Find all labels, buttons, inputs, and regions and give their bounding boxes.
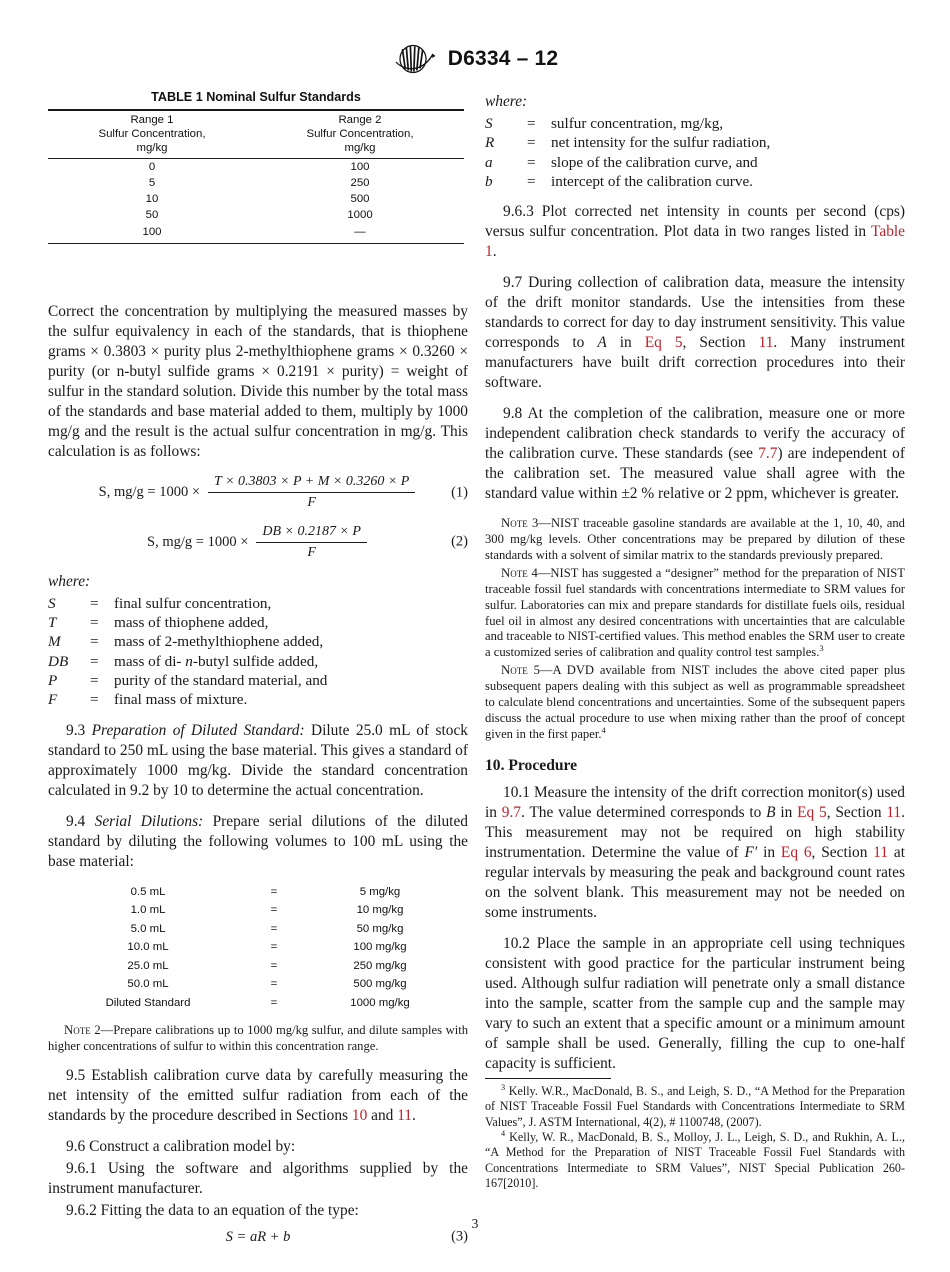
table-1 <box>48 109 464 244</box>
cell-range1: 0 <box>48 158 256 175</box>
definition-text: final sulfur concentration, <box>114 594 272 612</box>
note-3-number: 3— <box>532 516 551 531</box>
definition-equals: = <box>90 594 99 612</box>
definition-symbol: R <box>485 134 495 152</box>
dilution-row <box>48 938 468 956</box>
section-9-6-3-text-b: . <box>492 243 497 261</box>
col2-concentration-label: Sulfur Concentration, <box>306 127 414 140</box>
left-where-label: where: <box>48 572 91 590</box>
definition-text: intercept of the calibration curve. <box>551 172 753 190</box>
section-9-3-number: 9.3 <box>66 721 86 739</box>
dilution-concentration: 500 mg/kg <box>353 978 407 991</box>
section-10-1-text-e: . This measurement may not be required on high stability instrumentation. Determine the value of <box>485 803 905 861</box>
dilution-concentration: 250 mg/kg <box>353 959 407 972</box>
section-9-5 <box>48 1066 468 1126</box>
dilution-row <box>48 975 468 993</box>
definition-equals: = <box>90 614 99 632</box>
equation-1-numerator: T × 0.3803 × P + M × 0.3260 × P <box>208 473 415 493</box>
dilution-volume: 25.0 mL <box>127 959 169 972</box>
cell-range1: 50 <box>145 209 159 222</box>
note-4-text: NIST has suggested a “designer” method for the preparation of NIST traceable fossil fuel standards with concentrations intermediate to SRM values for sulfur. Laboratories can mix and prepare standards for distillate fuels oils, residual fuel oil in almost any desired concentrations with uncertainties that are calculable and traceable to NIST-certified values. This method enables the SRM user to create a customized series of calibration and quality control test samples. <box>485 566 906 660</box>
definition-symbol: a <box>485 153 493 171</box>
footnote-4-marker: 4 <box>501 1129 506 1138</box>
equation-2-denominator: F <box>307 544 316 560</box>
definition-equals: = <box>527 153 536 171</box>
equation-1-fraction <box>208 473 415 512</box>
section-9-7-text-b: in <box>606 334 645 352</box>
section-10-2-number: 10.2 <box>503 934 530 952</box>
section-9-6-1-number: 9.6.1 <box>66 1159 97 1177</box>
dilution-equals: = <box>270 978 278 991</box>
definition-equals: = <box>90 691 99 709</box>
note-3-text: NIST traceable gasoline standards are available at the 1, 10, 40, and 300 mg/kg levels. Other concentrations may be prepared by dilution of these standards with a solvent of similar matrix to the standards previously prepared. <box>485 516 905 563</box>
section-9-5-number: 9.5 <box>66 1066 86 1084</box>
section-10-2 <box>485 934 905 1074</box>
footnote-separator-rule <box>485 1078 611 1079</box>
equation-3-number: (3) <box>451 1228 468 1245</box>
table-row <box>48 191 464 207</box>
definition-row <box>485 172 905 191</box>
equation-2-lhs: S, mg/g = 1000 × <box>147 533 249 550</box>
definition-symbol: S <box>485 115 493 133</box>
note-2 <box>48 1022 468 1055</box>
section-10-1-variable-f-prime: F′ <box>744 843 758 861</box>
right-definition-list <box>485 114 905 191</box>
table-1-container <box>48 90 464 244</box>
section-9-4-title: Serial Dilutions: <box>94 812 204 830</box>
xref-eq-5[interactable]: Eq 5 <box>797 803 827 821</box>
dilution-row <box>48 994 468 1012</box>
equation-1-denominator: F <box>307 495 316 511</box>
table-1-title: TABLE 1 Nominal Sulfur Standards <box>151 90 361 104</box>
section-10-1-text-g: , Section <box>811 843 874 861</box>
cell-range1: 100 <box>142 225 162 238</box>
serial-dilution-list <box>48 883 468 1012</box>
right-where-label: where: <box>485 93 528 110</box>
xref-table-1[interactable]: Table 1 <box>485 223 905 261</box>
section-10-heading: 10. Procedure <box>485 757 578 775</box>
section-9-6 <box>48 1137 468 1157</box>
equation-2-fraction <box>256 523 367 562</box>
dilution-row <box>48 920 468 938</box>
footnote-3-marker: 3 <box>501 1082 506 1092</box>
section-9-7-text-d: . Many instrument manufacturers have built drift correction procedures into their software. <box>485 334 905 392</box>
definition-row <box>485 153 905 172</box>
note-2-block <box>48 1022 468 1055</box>
definition-symbol: F <box>48 691 58 709</box>
section-10-1-number: 10.1 <box>503 783 530 801</box>
section-10-1-text-d: , Section <box>826 803 887 821</box>
note-2-number: 2— <box>94 1023 114 1038</box>
definition-row <box>48 690 468 709</box>
note-5-footnote-marker: 4 <box>601 724 606 735</box>
section-9-6-3-number: 9.6.3 <box>503 203 534 221</box>
dilution-row <box>48 883 468 901</box>
xref-section-11[interactable]: 11 <box>873 843 889 861</box>
dilution-concentration: 50 mg/kg <box>356 922 404 935</box>
note-4 <box>485 565 905 661</box>
dilution-volume: 50.0 mL <box>127 978 169 991</box>
section-9-7-text-a: During collection of calibration data, measure the intensity of the drift monitor standards. Use the intensities from these standards to correct for day to day instrument sensitivity. This value corresponds to <box>485 274 905 352</box>
definition-row <box>48 652 468 671</box>
notes-3-4-5-block <box>485 515 905 742</box>
cell-range2: 100 <box>256 158 464 175</box>
definition-text: purity of the standard material, and <box>114 672 328 690</box>
note-5 <box>485 662 905 742</box>
section-10-1 <box>485 783 905 923</box>
note-4-footnote-marker: 3 <box>819 643 824 654</box>
definition-row <box>48 613 468 632</box>
definition-text: mass of di- n-butyl sulfide added, <box>114 652 319 670</box>
equation-3-body: S = aR + b <box>225 1228 291 1245</box>
section-9-6-1 <box>48 1159 468 1199</box>
definition-equals: = <box>527 115 536 133</box>
correct-concentration-paragraph: Correct the concentration by multiplying the measured masses by the sulfur equivalency in each of the standards, that is thiophene grams × 0.3803 × purity plus 2-methylthiophene grams × 0.3260 × purity (or n-butyl sulfide grams × 0.2191 × purity) = weight of sulfur in the standard solution. Divide this number by the total mass of the standards and base material added to them, multiply by 1000 mg/g and the result is the actual sulfur concentration in mg/g. This calculation is as follows: <box>48 303 468 461</box>
section-9-6-body: Construct a calibration model by: <box>89 1137 296 1155</box>
definition-text: mass of 2-methylthiophene added, <box>114 633 324 651</box>
xref-section-9-7[interactable]: 9.7 <box>501 803 522 821</box>
spacer-cell <box>48 240 256 244</box>
equation-1 <box>48 473 468 512</box>
left-column <box>48 302 468 1257</box>
dilution-equals: = <box>270 885 278 898</box>
dilution-concentration: 10 mg/kg <box>356 904 404 917</box>
table-row <box>48 207 464 223</box>
note-4-number: 4— <box>531 566 551 580</box>
section-10-1-variable-b: B <box>766 803 776 821</box>
section-9-6-number: 9.6 <box>66 1137 86 1155</box>
dilution-concentration: 1000 mg/kg <box>350 996 410 1009</box>
footnote-4 <box>485 1130 905 1191</box>
document-designation: D6334 – 12 <box>447 47 559 70</box>
col2-units-label: mg/kg <box>344 141 376 154</box>
col1-concentration-label: Sulfur Concentration, <box>98 127 206 140</box>
xref-eq-6[interactable]: Eq 6 <box>780 843 812 861</box>
section-10-1-text-h: at regular intervals by measuring the peak and background count rates on the solvent blank. This measurement may not be needed on some instruments. <box>485 843 905 921</box>
equation-1-lhs: S, mg/g = 1000 × <box>98 484 201 501</box>
xref-section-10[interactable]: 10 <box>351 1106 368 1124</box>
section-9-4-body: Prepare serial dilutions of the diluted standard by diluting the following volumes to 100 mL using the base material: <box>48 812 468 870</box>
definition-equals: = <box>527 172 536 190</box>
note-5-text: A DVD available from NIST includes the above cited paper plus subsequent papers dealing with this subject as well as programmable spreadsheet to calculate blend concentrations and uncertainties. Some of the subsequent papers discuss the actual procedure to use when mixing rather than the proof of concept given in the first paper. <box>485 663 905 741</box>
page-number: 3 <box>471 1216 479 1231</box>
dilution-volume: Diluted Standard <box>105 996 191 1009</box>
definition-symbol: b <box>485 172 493 190</box>
xref-section-11[interactable]: 11 <box>886 803 902 821</box>
section-9-6-2-body: Fitting the data to an equation of the type: <box>100 1201 359 1219</box>
dilution-concentration: 5 mg/kg <box>359 885 401 898</box>
col1-range-label: Range 1 <box>130 114 174 126</box>
right-column <box>485 92 905 1085</box>
definition-text: final mass of mixture. <box>114 691 248 709</box>
section-10-1-text-b: . The value determined corresponds to <box>521 803 767 821</box>
section-9-7-number: 9.7 <box>503 274 523 292</box>
col2-range-label: Range 2 <box>338 114 382 126</box>
equation-2-numerator: DB × 0.2187 × P <box>256 523 367 543</box>
footnote-4-text: Kelly, W. R., MacDonald, B. S., Molloy, J. L., Leigh, S. D., and Rukhin, A. L., “A Method for the Preparation of NIST Traceable Fossil Fuel Standards with Concentrations Intermediate to SRM Values”, NIST Special Publication 260-167[2010]. <box>485 1130 905 1191</box>
col1-units-label: mg/kg <box>136 141 168 154</box>
note-4-label: Note <box>501 566 528 580</box>
xref-eq-5[interactable]: Eq 5 <box>644 334 683 352</box>
definition-equals: = <box>90 672 99 690</box>
section-10-1-text-a: Measure the intensity of the drift correction monitor(s) used in <box>485 783 905 821</box>
xref-section-11[interactable]: 11 <box>397 1106 413 1124</box>
definition-text: sulfur concentration, mg/kg, <box>551 115 724 133</box>
section-10-1-text-f: in <box>757 843 781 861</box>
dilution-equals: = <box>270 959 278 972</box>
section-9-7-variable-a: A <box>597 334 607 352</box>
note-5-number: 5— <box>533 663 553 678</box>
cell-range2: 250 <box>350 176 370 189</box>
section-9-6-2-number: 9.6.2 <box>66 1201 97 1219</box>
note-2-label: Note <box>64 1023 91 1038</box>
cell-range2: 1000 <box>347 209 373 222</box>
section-9-8 <box>485 404 905 504</box>
definition-symbol: T <box>48 614 57 632</box>
xref-section-11[interactable]: 11 <box>758 334 774 352</box>
dilution-row <box>48 901 468 919</box>
definition-symbol: P <box>48 672 58 690</box>
definition-symbol: DB <box>48 652 69 670</box>
table-bottom-rule <box>48 240 464 244</box>
note-2-text: Prepare calibrations up to 1000 mg/kg sulfur, and dilute samples with higher concentrations of sulfur to within this concentration range. <box>48 1023 468 1053</box>
cell-range2: — <box>354 225 366 238</box>
footnote-3-text: Kelly. W.R., MacDonald, B. S., and Leigh, S. D., “A Method for the Preparation of NIST Traceable Fossil Fuel Standards with Concentrations Intermediate to SRM Values”, J. ASTM International, 4(2), # 1100748, (2007). <box>485 1084 905 1129</box>
cell-range2: 500 <box>350 193 370 206</box>
section-9-5-text-c: . <box>412 1106 416 1124</box>
section-9-8-number: 9.8 <box>503 405 523 423</box>
definition-text: slope of the calibration curve, and <box>551 153 758 171</box>
xref-section-7-7[interactable]: 7.7 <box>758 445 778 463</box>
definition-equals: = <box>527 134 536 152</box>
dilution-row <box>48 957 468 975</box>
dilution-volume: 10.0 mL <box>127 941 169 954</box>
section-9-7 <box>485 273 905 393</box>
section-9-6-3 <box>485 202 905 262</box>
table-row <box>48 224 464 240</box>
section-10-1-text-c: in <box>775 803 798 821</box>
definition-text: net intensity for the sulfur radiation, <box>551 134 771 152</box>
page-header <box>0 44 950 74</box>
dilution-volume: 0.5 mL <box>130 885 166 898</box>
section-9-5-text-b: and <box>367 1106 398 1124</box>
note-5-label: Note <box>501 663 528 678</box>
note-3 <box>485 515 905 564</box>
definition-symbol: M <box>48 633 61 651</box>
left-definition-list <box>48 594 468 710</box>
definition-row <box>48 671 468 690</box>
dilution-volume: 5.0 mL <box>130 922 166 935</box>
dilution-equals: = <box>270 941 278 954</box>
spacer-cell <box>256 240 464 244</box>
definition-text: mass of thiophene added, <box>114 614 269 632</box>
section-9-6-3-text-a: Plot corrected net intensity in counts per second (cps) versus sulfur concentration. Plot data in two ranges listed in <box>485 203 905 241</box>
definition-equals: = <box>90 652 99 670</box>
dilution-equals: = <box>270 996 278 1009</box>
equation-2 <box>48 523 468 562</box>
section-9-4-number: 9.4 <box>66 812 86 830</box>
equation-2-number: (2) <box>451 533 468 550</box>
cell-range1: 10 <box>145 193 159 206</box>
section-9-5-text-a: Establish calibration curve data by carefully measuring the net intensity of the emitted sulfur radiation from each of the standards by the procedure described in Sections <box>48 1066 468 1124</box>
table-row <box>48 175 464 191</box>
table-col1-header <box>48 110 256 158</box>
section-9-3-title: Preparation of Diluted Standard: <box>91 721 305 739</box>
equation-1-number: (1) <box>451 484 468 501</box>
definition-row <box>485 114 905 133</box>
definition-row <box>48 632 468 651</box>
cell-range1: 5 <box>148 176 156 189</box>
section-9-7-text-c: , Section <box>682 334 759 352</box>
definition-row <box>48 594 468 613</box>
footnotes-area <box>485 1078 905 1191</box>
section-9-3-body: Dilute 25.0 mL of stock standard to 250 mL using the base material. This gives a standard of approximately 1000 mg/kg. Divide the standard concentration calculated in 9.2 by 10 to determine the actual concentration. <box>48 721 468 799</box>
section-9-6-1-body: Using the software and algorithms supplied by the instrument manufacturer. <box>48 1159 468 1197</box>
definition-symbol: S <box>48 594 56 612</box>
section-9-3 <box>48 721 468 801</box>
dilution-volume: 1.0 mL <box>130 904 166 917</box>
section-10-2-body: Place the sample in an appropriate cell using techniques consistent with good practice for the particular instrument being used. Although sulfur radiation will penetrate only a small distance into the sample, scatter from the sample cup and the sample may vary to such an extent that a specific amount or a minimum amount of sample shall be used. Generally, filling the cup to one-half capacity is sufficient. <box>485 934 905 1072</box>
astm-logo-icon <box>392 44 436 74</box>
definition-equals: = <box>90 633 99 651</box>
section-9-4 <box>48 812 468 872</box>
footnote-3 <box>485 1084 905 1130</box>
table-col2-header <box>256 110 464 158</box>
section-9-8-text-a: At the completion of the calibration, measure one or more independent calibration check standards to verify the accuracy of the calibration curve. These standards (see <box>485 405 905 463</box>
dilution-concentration: 100 mg/kg <box>353 941 407 954</box>
table-header-row <box>48 110 464 158</box>
table-row <box>48 158 464 175</box>
note-3-label: Note <box>501 516 528 531</box>
dilution-equals: = <box>270 922 278 935</box>
definition-row <box>485 133 905 152</box>
section-9-8-text-b: ) are independent of the calibration set. The measured value shall agree with the standard value within ±2 % relative or 2 ppm, whichever is greater. <box>485 445 905 503</box>
dilution-equals: = <box>270 904 278 917</box>
